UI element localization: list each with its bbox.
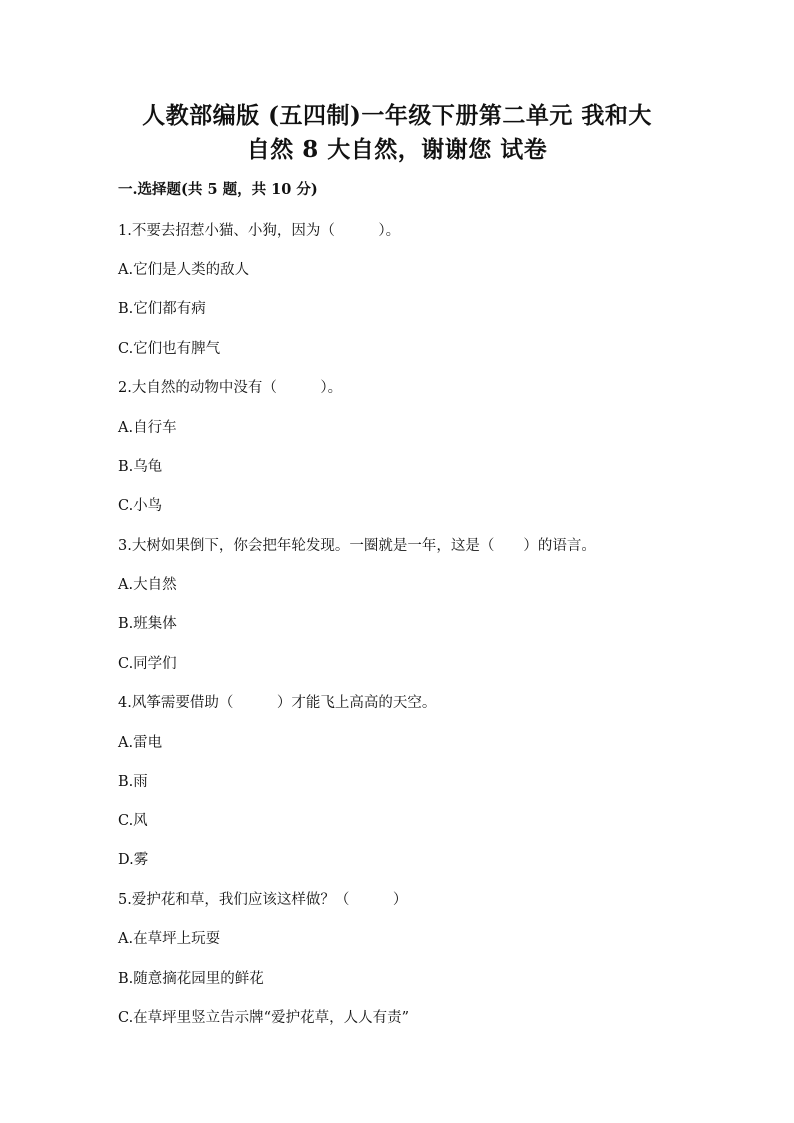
question-4-option-b: B.雨	[118, 774, 148, 790]
question-2-option-c: C.小鸟	[118, 498, 163, 514]
question-5-stem: 5.爱护花和草，我们应该这样做？（ ）	[118, 892, 408, 908]
question-2-stem: 2.大自然的动物中没有（ ）。	[118, 380, 343, 396]
question-4-option-d: D.雾	[118, 852, 149, 868]
question-1-option-a: A.它们是人类的敌人	[118, 262, 250, 278]
question-5-option-a: A.在草坪上玩耍	[118, 931, 221, 947]
question-2-option-b: B.乌龟	[118, 459, 163, 475]
question-1-stem: 1.不要去招惹小猫、小狗，因为（ ）。	[118, 223, 401, 239]
question-3-option-c: C.同学们	[118, 656, 177, 672]
question-5-option-b: B.随意摘花园里的鲜花	[118, 971, 264, 987]
page-title-line-1: 人教部编版 (五四制)一年级下册第二单元 我和大	[142, 102, 652, 129]
question-5-option-c: C.在草坪里竖立告示牌“爱护花草，人人有责”	[118, 1010, 410, 1026]
question-1-option-b: B.它们都有病	[118, 301, 206, 317]
question-3-option-b: B.班集体	[118, 616, 177, 632]
question-1-option-c: C.它们也有脾气	[118, 341, 221, 357]
question-3-stem: 3.大树如果倒下，你会把年轮发现。一圈就是一年，这是（ ）的语言。	[118, 538, 596, 554]
question-4-option-a: A.雷电	[118, 735, 163, 751]
question-4-option-c: C.风	[118, 813, 148, 829]
question-3-option-a: A.大自然	[118, 577, 177, 593]
question-4-stem: 4.风筝需要借助（ ）才能飞上高高的天空。	[118, 695, 437, 711]
section-heading: 一.选择题(共 5 题，共 10 分)	[118, 181, 318, 198]
page-title-line-2: 自然 8 大自然，谢谢您 试卷	[246, 136, 548, 163]
question-2-option-a: A.自行车	[118, 420, 177, 436]
